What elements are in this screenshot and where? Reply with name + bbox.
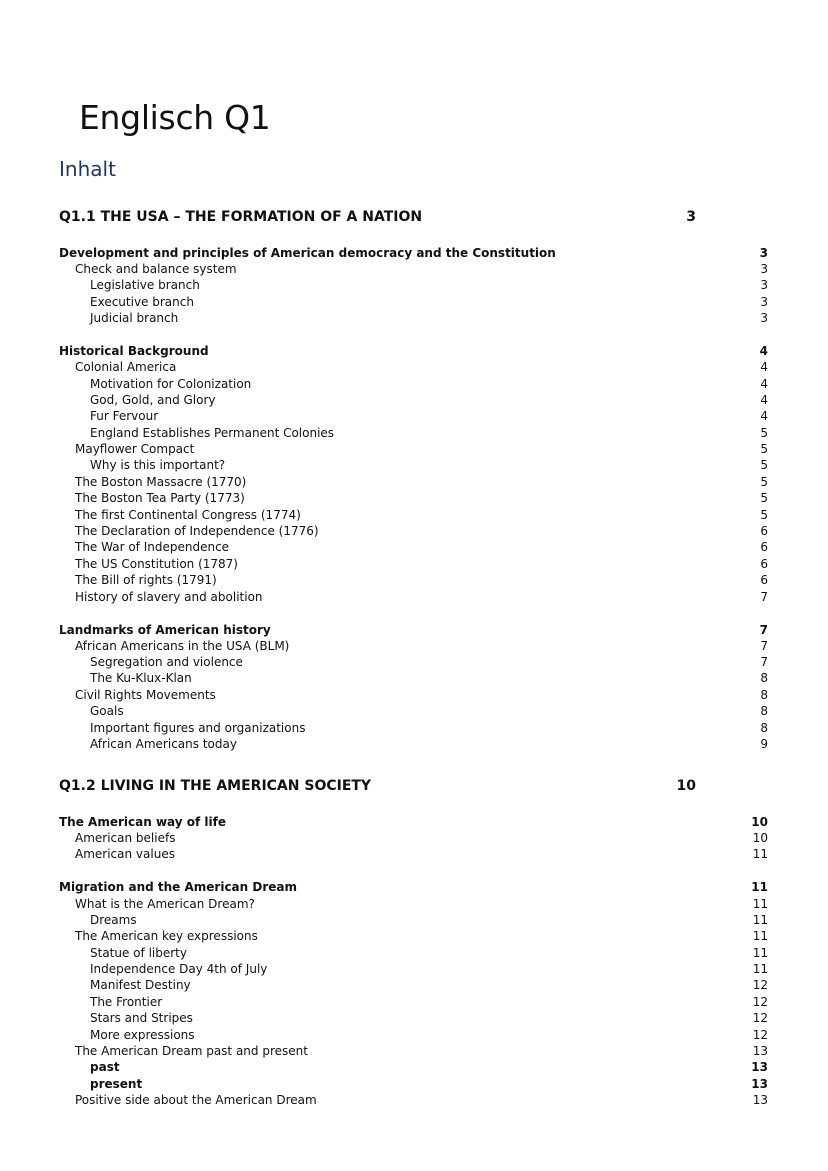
toc-chapter-title: Q1.2 LIVING IN THE AMERICAN SOCIETY xyxy=(59,778,372,794)
toc-chapter-page: 3 xyxy=(686,209,696,225)
toc-entry-title: England Establishes Permanent Colonies xyxy=(90,426,335,440)
toc-entry[interactable] xyxy=(0,1027,828,1043)
toc-entry-page: 7 xyxy=(760,590,768,604)
toc-entry-page: 8 xyxy=(760,704,768,718)
toc-entry-page: 4 xyxy=(760,409,768,423)
toc-entry-page: 3 xyxy=(760,311,768,325)
toc-entry-page: 5 xyxy=(760,442,768,456)
toc-entry-title: The War of Independence xyxy=(75,540,230,554)
toc-entry[interactable] xyxy=(0,507,828,523)
toc-entry[interactable] xyxy=(0,425,828,441)
toc-entry[interactable] xyxy=(0,638,828,654)
toc-chapter[interactable] xyxy=(0,776,828,796)
toc-entry-page: 8 xyxy=(760,671,768,685)
toc-entry[interactable] xyxy=(0,589,828,605)
toc-entry[interactable] xyxy=(0,1059,828,1075)
toc-entry-title: Stars and Stripes xyxy=(90,1011,193,1025)
toc-entry[interactable] xyxy=(0,896,828,912)
toc-entry-title: American beliefs xyxy=(75,831,176,845)
toc-entry[interactable] xyxy=(0,687,828,703)
toc-entry-page: 5 xyxy=(760,491,768,505)
toc-entry-page: 12 xyxy=(752,995,768,1009)
toc-entry[interactable] xyxy=(0,670,828,686)
toc-entry[interactable] xyxy=(0,736,828,752)
toc-entry-title: The American Dream past and present xyxy=(75,1044,308,1058)
toc-entry-page: 3 xyxy=(760,295,768,309)
toc-entry[interactable] xyxy=(0,622,828,638)
toc-entry-title: Motivation for Colonization xyxy=(90,377,252,391)
toc-entry-page: 11 xyxy=(752,897,768,911)
toc-entry[interactable] xyxy=(0,523,828,539)
toc-entry[interactable] xyxy=(0,261,828,277)
toc-entry-title: The Boston Massacre (1770) xyxy=(75,475,247,489)
toc-heading: Inhalt xyxy=(59,157,116,181)
toc-entry-page: 11 xyxy=(751,880,768,894)
toc-entry-page: 11 xyxy=(752,929,768,943)
toc-entry-page: 7 xyxy=(759,623,768,637)
toc-entry[interactable] xyxy=(0,490,828,506)
toc-entry-title: Historical Background xyxy=(59,344,209,358)
toc-entry-title: Legislative branch xyxy=(90,278,200,292)
toc-entry-page: 4 xyxy=(759,344,768,358)
toc-entry-page: 7 xyxy=(760,655,768,669)
toc-entry-page: 6 xyxy=(760,524,768,538)
toc-entry[interactable] xyxy=(0,912,828,928)
toc-entry[interactable] xyxy=(0,703,828,719)
toc-entry-page: 3 xyxy=(759,246,768,260)
toc-entry-page: 6 xyxy=(760,540,768,554)
toc-entry-page: 12 xyxy=(752,1011,768,1025)
toc-entry-title: Judicial branch xyxy=(90,311,179,325)
toc-entry-page: 5 xyxy=(760,426,768,440)
toc-entry-title: Development and principles of American democracy and the Constitution xyxy=(59,246,556,260)
toc-entry[interactable] xyxy=(0,277,828,293)
toc-entry-page: 12 xyxy=(752,1028,768,1042)
toc-entry-page: 11 xyxy=(752,847,768,861)
toc-entry-title: Independence Day 4th of July xyxy=(90,962,268,976)
toc-entry[interactable] xyxy=(0,457,828,473)
toc-entry[interactable] xyxy=(0,245,828,261)
toc-entry-page: 12 xyxy=(752,978,768,992)
toc-entry[interactable] xyxy=(0,572,828,588)
toc-entry[interactable] xyxy=(0,343,828,359)
toc-entry-page: 11 xyxy=(752,913,768,927)
toc-entry-page: 10 xyxy=(751,815,768,829)
toc-entry[interactable] xyxy=(0,830,828,846)
toc-entry-title: Statue of liberty xyxy=(90,946,187,960)
toc-entry-page: 13 xyxy=(752,1044,768,1058)
toc-entry-title: God, Gold, and Glory xyxy=(90,393,216,407)
toc-entry[interactable] xyxy=(0,720,828,736)
toc-entry[interactable] xyxy=(0,928,828,944)
toc-entry-title: The Boston Tea Party (1773) xyxy=(75,491,245,505)
toc-entry[interactable] xyxy=(0,846,828,862)
toc-entry-page: 5 xyxy=(760,458,768,472)
toc-entry-title: The American key expressions xyxy=(75,929,258,943)
toc-entry-title: present xyxy=(90,1077,143,1091)
toc-entry[interactable] xyxy=(0,376,828,392)
toc-entry-page: 6 xyxy=(760,557,768,571)
toc-entry[interactable] xyxy=(0,814,828,830)
toc-entry[interactable] xyxy=(0,408,828,424)
toc-entry[interactable] xyxy=(0,1076,828,1092)
toc-entry-page: 11 xyxy=(752,946,768,960)
toc-entry-title: The Declaration of Independence (1776) xyxy=(75,524,319,538)
toc-entry-title: Executive branch xyxy=(90,295,194,309)
toc-chapter-page: 10 xyxy=(676,778,696,794)
toc-entry-title: More expressions xyxy=(90,1028,195,1042)
toc-entry[interactable] xyxy=(0,1010,828,1026)
toc-entry-title: The Frontier xyxy=(90,995,163,1009)
toc-entry[interactable] xyxy=(0,474,828,490)
toc-entry[interactable] xyxy=(0,1043,828,1059)
toc-entry-page: 4 xyxy=(760,393,768,407)
toc-entry-title: Colonial America xyxy=(75,360,177,374)
toc-entry[interactable] xyxy=(0,994,828,1010)
toc-entry-page: 5 xyxy=(760,475,768,489)
toc-entry-title: The Ku-Klux-Klan xyxy=(90,671,192,685)
toc-entry-page: 13 xyxy=(751,1060,768,1074)
toc-entry-title: African Americans in the USA (BLM) xyxy=(75,639,290,653)
toc-entry-title: Dreams xyxy=(90,913,137,927)
toc-entry-title: African Americans today xyxy=(90,737,237,751)
toc-entry-title: What is the American Dream? xyxy=(75,897,255,911)
toc-entry-title: Migration and the American Dream xyxy=(59,880,297,894)
toc-entry[interactable] xyxy=(0,392,828,408)
toc-entry-page: 11 xyxy=(752,962,768,976)
toc-entry[interactable] xyxy=(0,879,828,895)
toc-entry-title: History of slavery and abolition xyxy=(75,590,263,604)
toc-entry-page: 8 xyxy=(760,721,768,735)
toc-entry-title: Goals xyxy=(90,704,124,718)
toc-entry-page: 5 xyxy=(760,508,768,522)
toc-entry-page: 13 xyxy=(752,1093,768,1107)
toc-entry-title: Fur Fervour xyxy=(90,409,159,423)
toc-entry[interactable] xyxy=(0,1092,828,1108)
toc-entry[interactable] xyxy=(0,654,828,670)
toc-entry-title: The American way of life xyxy=(59,815,226,829)
toc-entry-title: Check and balance system xyxy=(75,262,237,276)
toc-entry[interactable] xyxy=(0,310,828,326)
toc-entry[interactable] xyxy=(0,539,828,555)
toc-chapter-title: Q1.1 THE USA – THE FORMATION OF A NATION xyxy=(59,209,423,225)
toc-entry[interactable] xyxy=(0,359,828,375)
toc-chapter[interactable] xyxy=(0,207,828,227)
toc-entry-title: The Bill of rights (1791) xyxy=(75,573,217,587)
toc-entry-title: The first Continental Congress (1774) xyxy=(75,508,301,522)
toc-entry[interactable] xyxy=(0,945,828,961)
toc-entry-page: 7 xyxy=(760,639,768,653)
toc-entry-title: Why is this important? xyxy=(90,458,226,472)
toc-entry-title: Important figures and organizations xyxy=(90,721,306,735)
toc-entry[interactable] xyxy=(0,977,828,993)
toc-entry-page: 4 xyxy=(760,377,768,391)
toc-entry-title: American values xyxy=(75,847,175,861)
toc-entry-page: 9 xyxy=(760,737,768,751)
toc-entry-title: The US Constitution (1787) xyxy=(75,557,238,571)
toc-entry-title: Manifest Destiny xyxy=(90,978,191,992)
toc-entry-title: Landmarks of American history xyxy=(59,623,271,637)
document-title: Englisch Q1 xyxy=(79,98,271,137)
toc-entry-title: Segregation and violence xyxy=(90,655,243,669)
toc-entry-page: 8 xyxy=(760,688,768,702)
toc-entry[interactable] xyxy=(0,294,828,310)
toc-entry-title: past xyxy=(90,1060,120,1074)
toc-entry-page: 10 xyxy=(752,831,768,845)
toc-entry-page: 3 xyxy=(760,262,768,276)
toc-entry-title: Civil Rights Movements xyxy=(75,688,216,702)
toc-entry-page: 13 xyxy=(751,1077,768,1091)
toc-entry-title: Mayflower Compact xyxy=(75,442,195,456)
toc-entry-page: 6 xyxy=(760,573,768,587)
toc-entry[interactable] xyxy=(0,556,828,572)
toc-entry[interactable] xyxy=(0,441,828,457)
toc-entry-page: 3 xyxy=(760,278,768,292)
toc-entry-title: Positive side about the American Dream xyxy=(75,1093,317,1107)
toc-entry[interactable] xyxy=(0,961,828,977)
toc-entry-page: 4 xyxy=(760,360,768,374)
